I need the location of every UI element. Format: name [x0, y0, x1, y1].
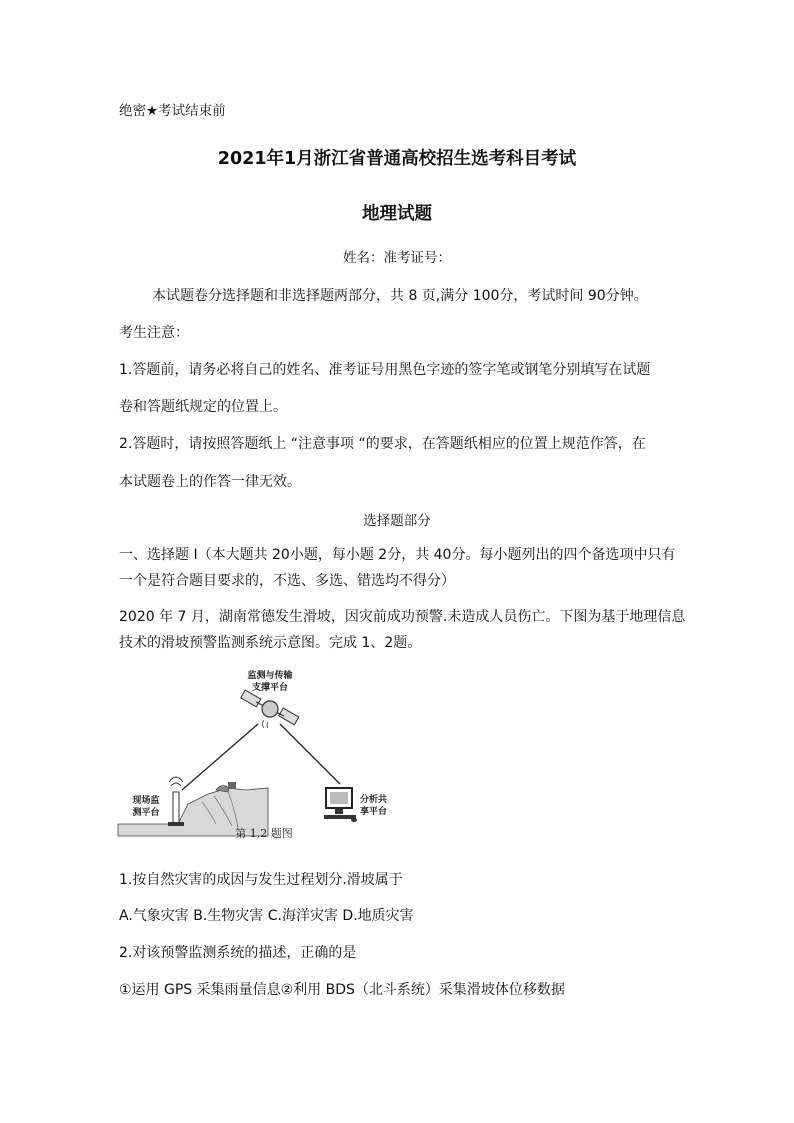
notice-item-1-line-2: 卷和答题纸规定的位置上。 — [119, 399, 287, 415]
passage-line-2: 技术的滑坡预警监测系统示意图。完成 1、2题。 — [119, 635, 422, 651]
question-2-stem: 2.对该预警监测系统的描述，正确的是 — [119, 945, 357, 961]
notice-item-2-line-1: 2.答题时，请按照答题纸上 “注意事项 “的要求，在答题纸相应的位置上规范作答，在 — [119, 436, 646, 452]
satellite-label-1: 监测与传输 — [247, 671, 293, 681]
site-label-1: 现场监 — [132, 796, 160, 806]
question-1-options: A.气象灾害 B.生物灾害 C.海洋灾害 D.地质灾害 — [119, 908, 414, 924]
notice-heading: 考生注意： — [119, 325, 189, 341]
part-instructions-line-2: 一个是符合题目要求的，不选、多选、错选均不得分） — [119, 573, 455, 589]
notice-item-1-line-1: 1.答题前，请务必将自己的姓名、准考证号用黑色字迹的签字笔或钢笔分别填写在试题 — [119, 362, 651, 378]
section-heading: 选择题部分 — [363, 513, 431, 529]
link-to-share — [280, 724, 340, 784]
passage-line-1: 2020 年 7 月，湖南常德发生滑坡，因灾前成功预警.未造成人员伤亡。下图为基于地理信息 — [119, 609, 686, 625]
satellite-icon — [241, 690, 299, 728]
computer-icon — [324, 788, 357, 822]
candidate-info: 姓名：准考证号： — [343, 250, 451, 266]
question-1-stem: 1.按自然灾害的成因与发生过程划分.滑坡属于 — [119, 872, 403, 888]
share-label-2: 享平台 — [360, 807, 388, 817]
exam-title: 2021年1月浙江省普通高校招生选考科目考试 — [217, 149, 577, 169]
share-label-1: 分析共 — [360, 795, 388, 805]
satellite-label-2: 支撑平台 — [251, 683, 289, 693]
exam-overview: 本试题卷分选择题和非选择题两部分，共 8 页,满分 100分，考试时间 90分钟。 — [152, 288, 648, 304]
confidential-mark: 绝密★考试结束前 — [119, 103, 226, 119]
landslide-monitoring-diagram — [118, 664, 388, 844]
figure-caption: 第 1,2 题图 — [235, 827, 293, 840]
site-label-2: 测平台 — [132, 808, 160, 818]
link-to-site — [182, 724, 258, 790]
part-instructions-line-1: 一、选择题 I（本大题共 20小题，每小题 2分，共 40分。每小题列出的四个备选项中只有 — [119, 547, 676, 563]
subject-title: 地理试题 — [362, 204, 432, 224]
notice-item-2-line-2: 本试题卷上的作答一律无效。 — [119, 474, 301, 490]
question-2-items: ①运用 GPS 采集雨量信息②利用 BDS（北斗系统）采集滑坡体位移数据 — [119, 982, 565, 998]
